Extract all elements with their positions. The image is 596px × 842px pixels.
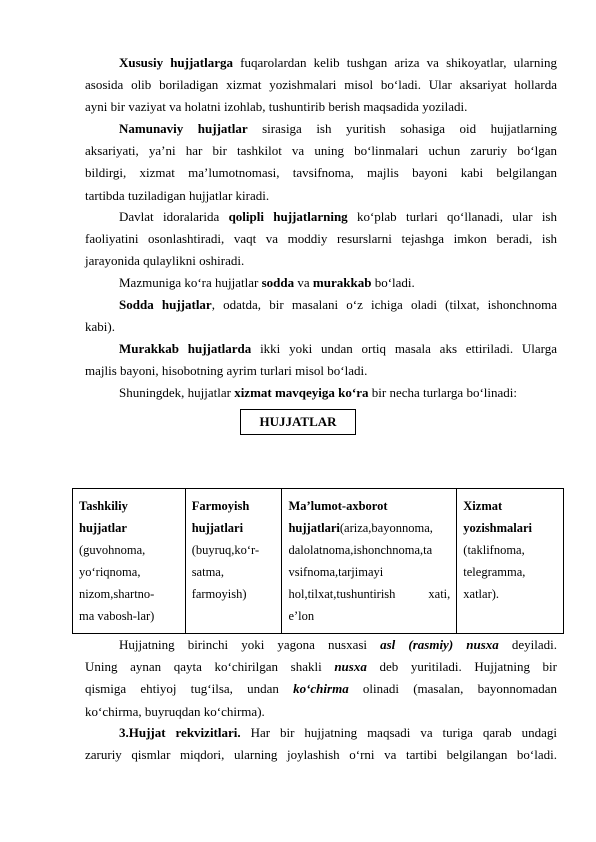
section-heading-requisites: 3.Hujjat rekvizitlari. [119,725,241,740]
diagram-title-box: HUJJATLAR [240,409,356,435]
paragraph-content-types: Mazmuniga ko‘ra hujjatlar sodda va murakkab bo‘ladi. [119,275,415,290]
paragraph-original-copy: Hujjatning birinchi yoki yagona nusxasi asl (rasmiy) nusxa deyiladi. Uning aynan qayta ko‘chirilgan shakli nusxa deb yuritiladi. Hujjatning bir qismiga ehtiyoj tug‘ilsa, undan ko‘chirma olinadi (masalan, bayonnomadan ko‘chirma, buyruqdan ko‘chirma). [85,637,557,719]
paragraph-service-status: Shuningdek, hujjatlar xizmat mavqeyiga ko‘ra bir necha turlarga bo‘linadi: [119,385,517,400]
cell-information: Ma’lumot-axborot hujjatlari(ariza,bayonnoma, dalolatnoma,ishonchnoma,ta vsifnoma,tarjimayi hol,tilxat,tushuntirish xati, e’lon [282,489,457,634]
table-row [73,489,564,634]
paragraph-complex-documents: Murakkab hujjatlarda ikki yoki undan ortiq masala aks ettiriladi. Ularga majlis bayoni, hisobotning ayrim turlari misol bo‘ladi. [85,341,557,379]
paragraph-template-documents: Namunaviy hujjatlar sirasiga ish yuritish sohasiga oid hujjatlarning aksariyati, ya’ni har bir tashkilot va uning bo‘linmalari uchun zaruriy bo‘lgan bildirgi, xizmat ma’lumotnomasi, tavsifnoma, majlis bayoni kabi belgilangan tartibda tuziladigan hujjatlar kiradi. [85,121,558,203]
paragraph-simple-documents: Sodda hujjatlar, odatda, bir masalani o‘z ichiga oladi (tilxat, ishonchnoma kabi). [85,297,557,335]
paragraph-private-documents: Xususiy hujjatlarga fuqarolardan kelib tushgan ariza va shikoyatlar, ularning asosida olib boriladigan xizmat yozishmalari misol bo‘ladi. Ular aksariyat hollarda ayni bir vaziyat va holatni izohlab, tushuntirib berish maqsadida yoziladi. [85,55,557,115]
paragraph-requisites: 3.Hujjat rekvizitlari. Har bir hujjatning maqsadi va turiga qarab undagi zaruriy qismlar miqdori, ularning joylashish o‘rni va tartibi belgilangan bo‘ladi. [85,725,558,763]
cell-correspondence: Xizmat yozishmalari (taklifnoma, telegramma, xatlar). [457,489,564,634]
paragraph-form-documents: Davlat idoralarida qolipli hujjatlarning ko‘plab turlari qo‘llanadi, ular ish faoliyatini osonlashtiradi, vaqt va moddiy resurslarni tejashga imkon beradi, ish jarayonida qulaylikni oshiradi. [85,209,557,269]
term-qolipli: qolipli hujjatlarning [228,209,348,224]
document-types-table [72,488,564,634]
term-xususiy: Xususiy hujjatlarga [119,55,234,70]
cell-organizational: Tashkiliy hujjatlar (guvohnoma, yo‘riqnoma, nizom,shartno- ma vabosh-lar) [73,489,186,634]
cell-directive: Farmoyish hujjatlari (buyruq,ko‘r- satma, farmoyish) [185,489,282,634]
term-namunaviy: Namunaviy hujjatlar [119,121,248,136]
